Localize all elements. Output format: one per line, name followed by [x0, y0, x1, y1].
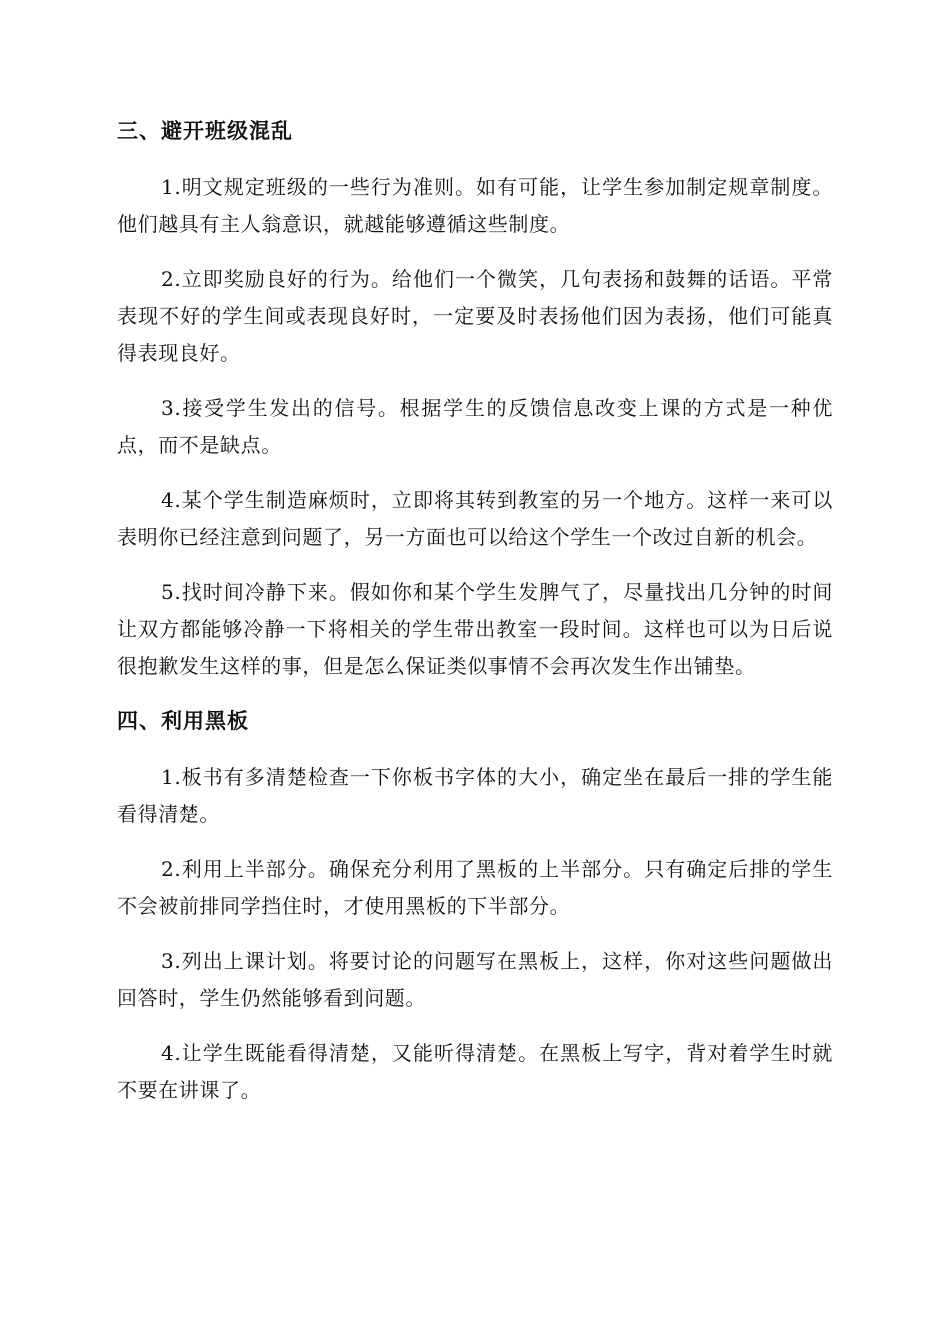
paragraph: 4.让学生既能看得清楚，又能听得清楚。在黑板上写字，背对着学生时就不要在讲课了。 — [117, 1041, 833, 1102]
paragraph: 3.列出上课计划。将要讨论的问题写在黑板上，这样，你对这些问题做出回答时，学生仍然能够看到问题。 — [117, 949, 833, 1010]
section-use-blackboard — [117, 703, 833, 1109]
section-avoid-class-chaos — [117, 113, 833, 685]
paragraph: 4.某个学生制造麻烦时，立即将其转到教室的另一个地方。这样一来可以表明你已经注意到问题了，另一方面也可以给这个学生一个改过自新的机会。 — [117, 488, 833, 549]
paragraph: 2.立即奖励良好的行为。给他们一个微笑，几句表扬和鼓舞的话语。平常表现不好的学生间或表现良好时，一定要及时表扬他们因为表扬，他们可能真得表现良好。 — [117, 267, 833, 365]
paragraph: 1.明文规定班级的一些行为准则。如有可能，让学生参加制定规章制度。他们越具有主人翁意识，就越能够遵循这些制度。 — [117, 175, 833, 236]
paragraph: 1.板书有多清楚检查一下你板书字体的大小，确定坐在最后一排的学生能看得清楚。 — [117, 765, 833, 826]
section-heading: 三、避开班级混乱 — [117, 119, 293, 143]
section-heading: 四、利用黑板 — [117, 709, 249, 733]
paragraph: 3.接受学生发出的信号。根据学生的反馈信息改变上课的方式是一种优点，而不是缺点。 — [117, 396, 833, 457]
document-body — [117, 113, 833, 1127]
paragraph: 5.找时间冷静下来。假如你和某个学生发脾气了，尽量找出几分钟的时间让双方都能够冷静一下将相关的学生带出教室一段时间。这样也可以为日后说很抱歉发生这样的事，但是怎么保证类似事情不会再次发生作出铺垫。 — [117, 580, 833, 678]
paragraph: 2.利用上半部分。确保充分利用了黑板的上半部分。只有确定后排的学生不会被前排同学挡住时，才使用黑板的下半部分。 — [117, 857, 833, 918]
